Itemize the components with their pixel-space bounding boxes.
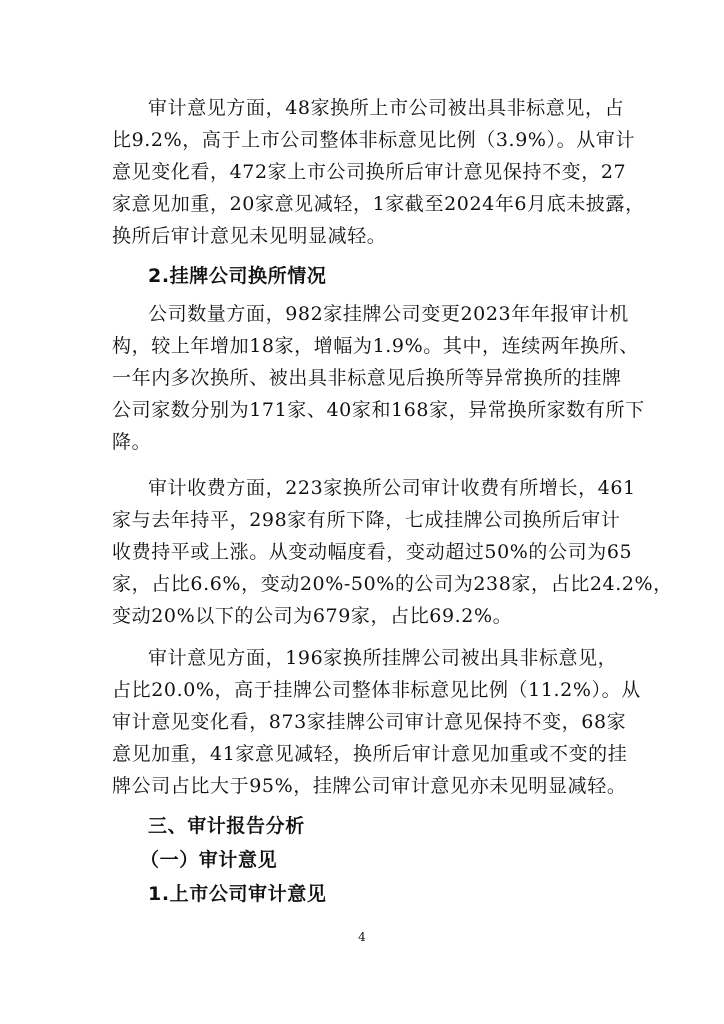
paragraph-3-line-2: 家与去年持平，298家有所下降，七成挂牌公司换所后审计 [112,509,621,531]
paragraph-2-line-3: 一年内多次换所、被出具非标意见后换所等异常换所的挂牌 [112,367,622,389]
paragraph-4-line-1: 审计意见方面，196家换所挂牌公司被出具非标意见， [148,647,618,669]
paragraph-1-line-5: 换所后审计意见未见明显减轻。 [112,225,387,247]
paragraph-1-line-3: 意见变化看，472家上市公司换所后审计意见保持不变，27 [112,161,627,183]
paragraph-4-line-2: 占比20.0%，高于挂牌公司整体非标意见比例（11.2%）。从 [112,679,641,701]
paragraph-1-line-4: 家意见加重，20家意见减轻，1家截至2024年6月底未披露， [112,193,645,215]
page-number: 4 [358,930,366,944]
paragraph-4-line-3: 审计意见变化看，873家挂牌公司审计意见保持不变，68家 [112,711,627,733]
paragraph-3-line-5: 变动20%以下的公司为679家，占比69.2%。 [112,605,513,627]
paragraph-3-line-3: 收费持平或上涨。从变动幅度看，变动超过50%的公司为65 [112,541,633,563]
paragraph-2-line-4: 公司家数分别为171家、40家和168家，异常换所家数有所下 [112,399,645,421]
paragraph-3-line-4: 家，占比6.6%，变动20%-50%的公司为238家，占比24.2%， [112,573,673,595]
paragraph-1-line-2: 比9.2%，高于上市公司整体非标意见比例（3.9%）。从审计 [112,129,636,151]
paragraph-3-line-1: 审计收费方面，223家换所公司审计收费有所增长，461 [148,477,636,499]
paragraph-4-line-5: 牌公司占比大于95%，挂牌公司审计意见亦未见明显减轻。 [112,775,627,797]
paragraph-1-line-1: 审计意见方面，48家换所上市公司被出具非标意见，占 [148,97,625,119]
subsubsection-title: 1.上市公司审计意见 [148,883,327,905]
paragraph-2-line-5: 降。 [112,431,152,453]
paragraph-4-line-4: 意见加重，41家意见减轻，换所后审计意见加重或不变的挂 [112,743,628,765]
paragraph-2-line-1: 公司数量方面，982家挂牌公司变更2023年年报审计机 [148,303,629,325]
heading-listed-company-change: 2.挂牌公司换所情况 [148,265,327,287]
subsection-title: （一）审计意见 [140,849,278,871]
section-title: 三、审计报告分析 [148,815,305,837]
paragraph-2-line-2: 构，较上年增加18家，增幅为1.9%。其中，连续两年换所、 [112,335,639,357]
